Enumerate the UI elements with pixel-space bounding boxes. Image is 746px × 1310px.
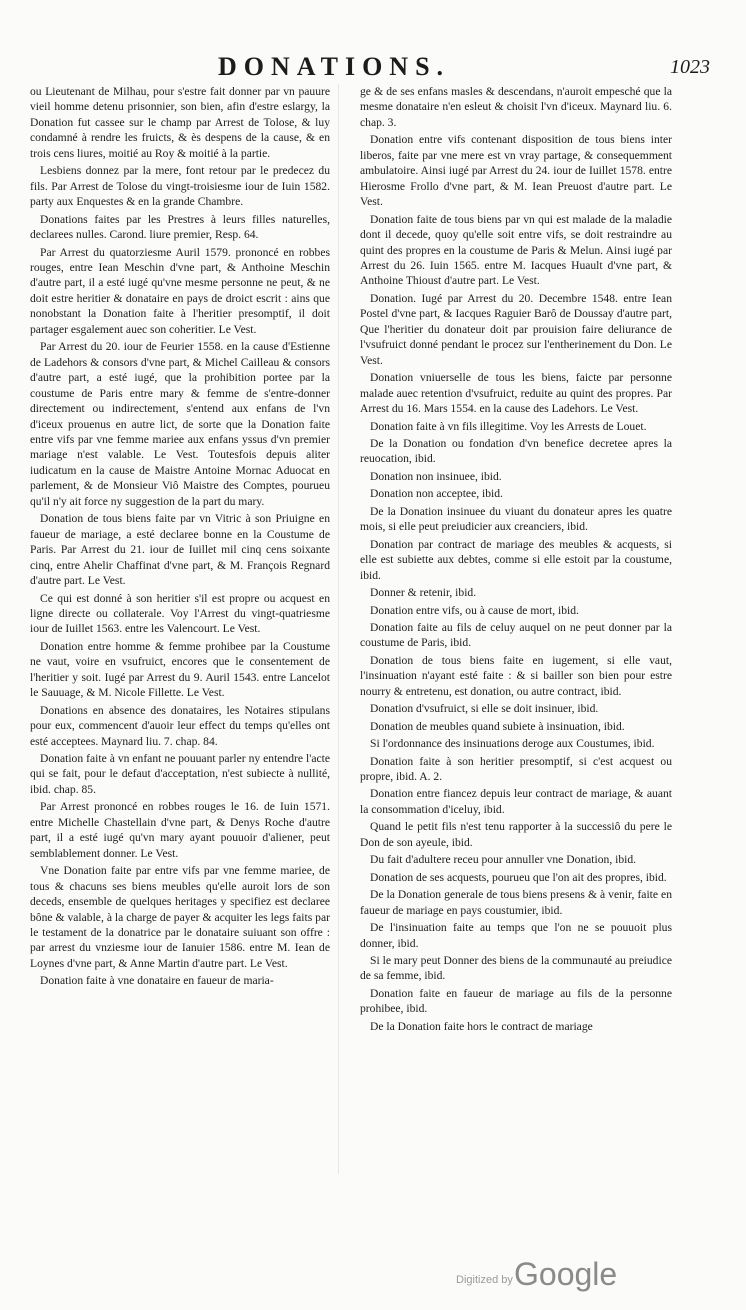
entry-paragraph: De l'insinuation faite au temps que l'on ne se pouuoit plus donner, ibid.: [360, 921, 672, 950]
entry-paragraph: Donation faite à vn enfant ne pouuant parler ny entendre l'acte qui se fait, pour le defaut d'acceptation, n'est subiecte à nullité, ibid. chap. 85.: [30, 752, 330, 796]
entry-paragraph: Donation de ses acquests, pourueu que l'on ait des propres, ibid.: [370, 870, 667, 884]
entry-paragraph: Lesbiens donnez par la mere, font retour par le predecez du fils. Par Arrest de Tolose du vingt-troisiesme iour de Iuin 1582. party aux Enquestes & en la grande Chambre.: [30, 164, 330, 209]
entry-paragraph: Donner & retenir, ibid.: [370, 586, 477, 600]
entry-paragraph: De la Donation ou fondation d'vn benefice decretee apres la reuocation, ibid.: [360, 436, 672, 466]
entry-paragraph: De la Donation insinuee du viuant du donateur apres les quatre mois, si elle peut preiudicier aux creanciers, ibid.: [360, 504, 672, 534]
digitized-by-text: Digitized by: [456, 1274, 513, 1286]
page-header: [0, 52, 746, 82]
entry-paragraph: Si l'ordonnance des insinuations deroge aux Coustumes, ibid.: [370, 737, 655, 751]
google-logo: Google: [514, 1256, 618, 1292]
entry-paragraph: Donation entre vifs, ou à cause de mort, ibid.: [370, 603, 579, 617]
entry-paragraph: De la Donation generale de tous biens presens & à venir, faite en faueur de mariage en pays coustumier, ibid.: [360, 888, 672, 917]
entry-paragraph: Donation faite à vn fils illegitime. Voy les Arrests de Louet.: [370, 419, 647, 433]
entry-paragraph: Donation faite en faueur de mariage au fils de la personne prohibee, ibid.: [360, 986, 672, 1016]
page-number: 1023: [670, 56, 710, 78]
entry-paragraph: Ce qui est donné à son heritier s'il est propre ou acquest en ligne directe ou collaterale. Voy l'Arrest du vingt-quatriesme iour de Iuillet 1563. entre les Valencourt. Le Vest.: [30, 591, 330, 636]
column-gutter: [338, 84, 339, 1174]
entry-paragraph: Donation de tous biens faite par vn Vitric à son Priuigne en faueur de mariage, a esté declaree bonne en la Coustume de Paris. Par Arrest du 21. iour de Iuillet mil cinq cens soixante cinq, entre Ahelir Chaffinat d'vne part, & M. François Regnard d'autre part. Le Vest.: [30, 512, 330, 588]
running-title: DONATIONS.: [218, 52, 451, 81]
entry-paragraph: Par Arrest prononcé en robbes rouges le 16. de Iuin 1571. entre Michelle Chastellain d'vne part, & Denys Roche d'autre part, il a esté iugé qu'vn mary ayant pouuoir d'aliener, peut semblablement donner. Le Vest.: [30, 800, 330, 860]
entry-paragraph: Donation entre homme & femme prohibee par la Coustume ne vaut, voire en vsufruict, encores que le consentement de l'heritier y soit. Iugé par Arrest du 9. Auril 1543. entre Lancelot le Sauuage, & M. Nicole Fillette. Le Vest.: [30, 639, 330, 700]
entry-paragraph: Donations faites par les Prestres à leurs filles naturelles, declarees nulles. Carond. liure premier, Resp. 64.: [30, 212, 330, 242]
entry-paragraph: Donation non acceptee, ibid.: [370, 487, 503, 501]
entry-paragraph: Par Arrest du 20. iour de Feurier 1558. en la cause d'Estienne de Ladehors & consors d'vne part, & Michel Cailleau & consors d'autre part, a esté iugé, que la prohibition portee par la coustume de Paris entre mary & femme de s'entre-donner directement ou indirectement, s'entend aux enfans de l'vn d'iceux prouenus en autre lict, de sorte que la Donation faite entre vifs par vne femme mariee aux enfans yssus d'vn premier mariage n'est valable. Le Vest. Toutesfois depuis aliter iudicatum en la cause de Maistre Antoine Mornac Aduocat en parlement, & de Monsieur Viô Maistre des Comptes, pourueu qu'il n'y ait force ny suggestion de la part du mary.: [30, 340, 330, 508]
entry-paragraph: Si le mary peut Donner des biens de la communauté au preiudice de sa femme, ibid.: [360, 954, 672, 983]
entry-paragraph: Du fait d'adultere receu pour annuller vne Donation, ibid.: [370, 853, 637, 867]
entry-paragraph: ge & de ses enfans masles & descendans, n'auroit empesché que la mesme donataire n'en esleut & choisit l'vn d'iceux. Maynard liu. 6. chap. 3.: [360, 85, 672, 129]
entry-paragraph: Quand le petit fils n'est tenu rapporter à la successiô du pere le Don de son ayeule, ibid.: [360, 820, 672, 849]
entry-paragraph: Par Arrest du quatorziesme Auril 1579. prononcé en robbes rouges, entre Iean Meschin d'vne part, & Anthoine Meschin d'autre part, il a esté iugé qu'vne mesme personne ne peut, & ne doit estre heritier & donataire en pays de droict escrit : ains que nonobstant la Donation faite à l'heritier presomptif, il doit partager esgalement auec son coheritier. Le Vest.: [30, 245, 330, 336]
entry-paragraph: Donation non insinuee, ibid.: [370, 469, 502, 483]
digitization-watermark: [456, 1256, 716, 1296]
entry-paragraph: Donation entre vifs contenant disposition de tous biens inter liberos, faite par vne mere est vn vray partage, & consequemment ambulatoire. Ainsi iugé par Arrest du 24. iour de Iuillet 1578. entre Hierosme Frollo d'vne part, & M. Iean Preuost d'autre part. Le Vest.: [360, 133, 672, 209]
entry-paragraph: Donation de meubles quand subiete à insinuation, ibid.: [370, 719, 625, 733]
entry-paragraph: ou Lieutenant de Milhau, pour s'estre fait donner par vn pauure vieil homme detenu prisonnier, son bien, afin d'estre eslargy, la Donation fut cassee sur le champ par Arrest de Tolose, & luy condamné à rendre les fruicts, & ès despens de la cause, & en trois cens liures, moitié au Roy & moitié à la partie.: [30, 85, 330, 160]
entry-paragraph: Donation faite au fils de celuy auquel on ne peut donner par la coustume de Paris, ibid.: [360, 620, 672, 650]
entry-paragraph: Donation entre fiancez depuis leur contract de mariage, & auant la consommation d'iceluy, ibid.: [360, 787, 672, 816]
entry-paragraph: Donation vniuerselle de tous les biens, faicte par personne malade auec retention d'vsufruict, reduite au quint des propres. Par Arrest du 16. Mars 1554. en la cause des Ladehors. Le Vest.: [360, 371, 672, 416]
entry-paragraph: Donation. Iugé par Arrest du 20. Decembre 1548. entre Iean Postel d'vne part, & Iacques Raguier Barô de Doussay d'autre part, Que l'heritier du donateur doit par prouision faire deliurance de l'vsufruict donné pendant le procez sur l'entherinement du Don. Le Vest.: [360, 291, 672, 367]
entry-paragraph: Donation par contract de mariage des meubles & acquests, si elle est subiette aux debtes, comme si elle estoit par la coustume, ibid.: [360, 537, 672, 582]
entry-paragraph: Vne Donation faite par entre vifs par vne femme mariee, de tous & chacuns ses biens meubles qu'elle auroit lors de son deceds, ensemble de quelques heritages y specifiez est declaree bône & valable, à la charge de payer & acquiter les legs faits par le testament de la donatrice par le donataire suiuant son offre : par arrest du vnziesme iour de Ianuier 1586. entre M. Iean de Loynes d'vne part, & Anne Martin d'autre part. Le Vest.: [30, 864, 330, 970]
left-column: [30, 84, 330, 991]
entry-paragraph: Donations en absence des donataires, les Notaires stipulans pour eux, commencent d'auoir leur effect du temps qu'elles ont esté acceptees. Maynard liu. 7. chap. 84.: [30, 703, 330, 748]
right-column: [360, 84, 672, 1036]
entry-paragraph: Donation faite à vne donataire en faueur de maria-: [40, 974, 274, 988]
entry-paragraph: Donation d'vsufruict, si elle se doit insinuer, ibid.: [370, 702, 599, 716]
entry-paragraph: Donation faite à son heritier presomptif, si c'est acquest ou propre, ibid. A. 2.: [360, 754, 672, 784]
entry-paragraph: Donation de tous biens faite en iugement, si elle vaut, l'insinuation n'ayant esté faite : & si bailler son bien pour estre nourry & entretenu, est donation, ou autre contract, ibid.: [360, 653, 672, 698]
entry-paragraph: De la Donation faite hors le contract de mariage: [370, 1019, 593, 1033]
entry-paragraph: Donation faite de tous biens par vn qui est malade de la maladie dont il decede, quoy qu'elle soit entre vifs, se doit restraindre au quint des propres en la coustume de Paris & Melun. Ainsi iugé par Arrest du 26. Iuin 1565. entre M. Iacques Huault d'vne part, & Anthoine Thioust d'autre part. Le Vest.: [360, 212, 672, 288]
